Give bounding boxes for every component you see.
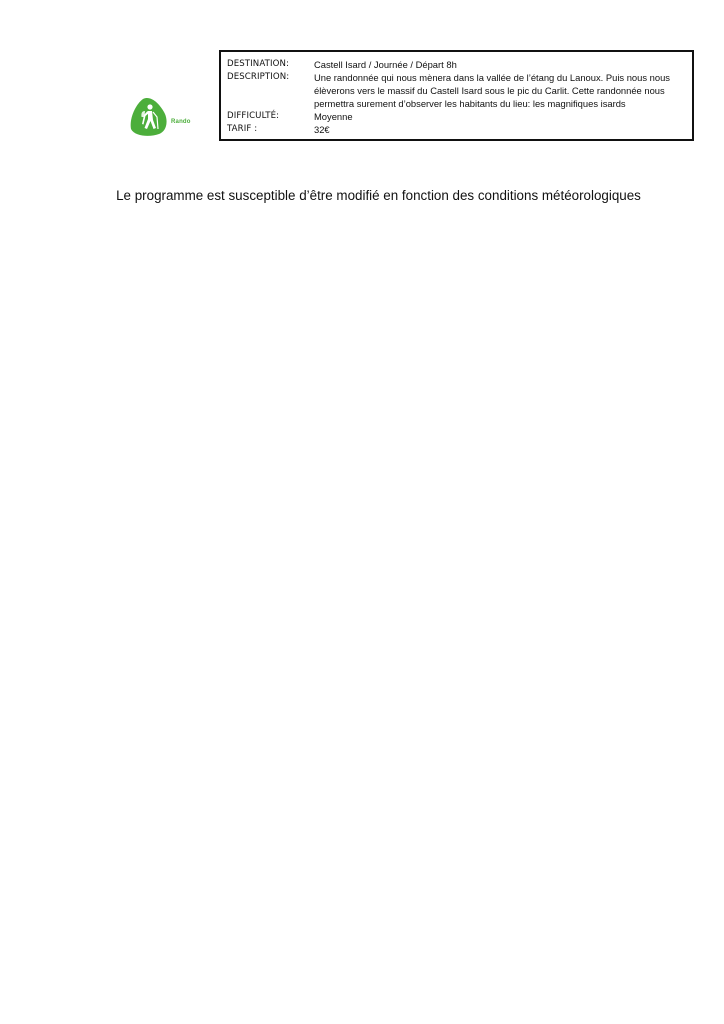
destination-row [227, 58, 688, 71]
hiker-icon [127, 96, 193, 138]
tarif-row [227, 123, 688, 136]
difficulty-value: Moyenne [314, 111, 353, 122]
tarif-label: TARIF : [227, 124, 258, 134]
rando-logo [127, 96, 193, 138]
logo-label: Rando [171, 119, 191, 125]
destination-value: Castell Isard / Journée / Départ 8h [314, 59, 457, 70]
destination-label: DESTINATION: [227, 59, 289, 69]
description-value: Une randonnée qui nous mènera dans la vallée de l’étang du Lanoux. Puis nous nous élèverons vers le massif du Castell Isard sous le pic du Carlit. Cette randonnée nous permettra surement d’observer les habitants du lieu: les magnifiques isards [314, 72, 670, 109]
weather-notice: Le programme est susceptible d’être modifié en fonction des conditions météorologiques [116, 188, 641, 203]
difficulty-row [227, 110, 688, 123]
tarif-value: 32€ [314, 124, 330, 135]
description-row [227, 71, 688, 110]
difficulty-label: DIFFICULTÉ: [227, 111, 280, 121]
description-label: DESCRIPTION: [227, 72, 290, 82]
excursion-info-box [219, 50, 694, 141]
